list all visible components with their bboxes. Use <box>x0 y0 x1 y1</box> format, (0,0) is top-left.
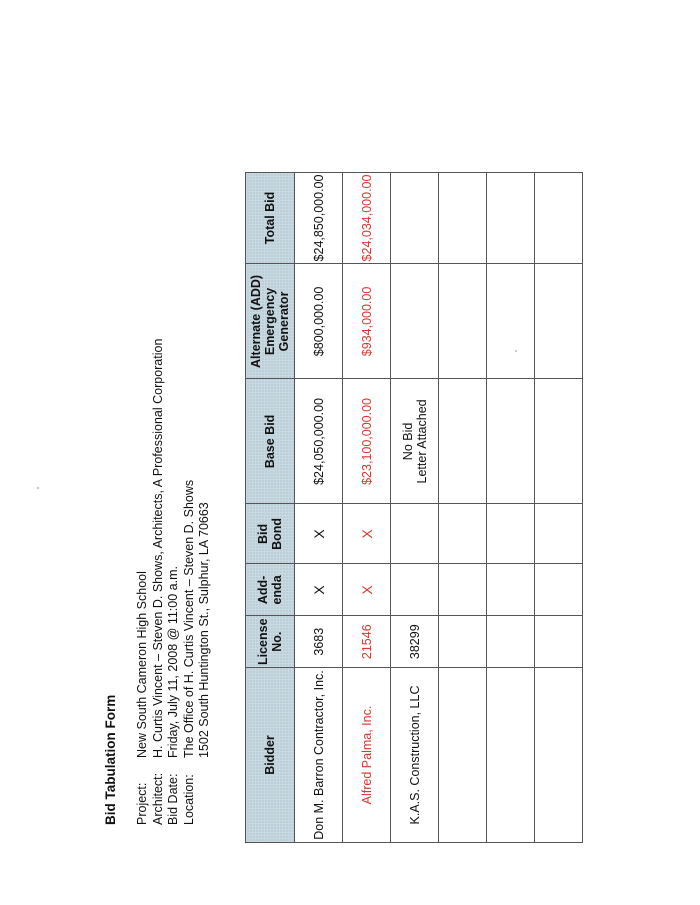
bid-bond-cell: X <box>295 504 343 564</box>
addenda-cell <box>391 564 439 616</box>
form-title: Bid Tabulation Form <box>103 694 118 825</box>
addenda-cell <box>535 564 583 616</box>
base-bid-cell: $24,050,000.00 <box>295 379 343 504</box>
info-row-architect <box>151 339 167 825</box>
table-row <box>487 172 535 842</box>
bid-bond-cell <box>391 504 439 564</box>
info-label: Bid Date: <box>166 773 180 825</box>
table-row <box>295 172 343 842</box>
total-bid-cell: $24,850,000.00 <box>295 172 343 264</box>
header-bid-bond: Bid Bond <box>246 504 295 564</box>
base-bid-cell <box>439 379 487 504</box>
license-cell: 38299 <box>391 616 439 668</box>
bidder-cell: Alfred Palma, Inc. <box>343 668 391 843</box>
info-value: New South Cameron High School <box>135 571 149 758</box>
info-label: Architect: <box>150 772 165 825</box>
license-cell <box>439 616 487 668</box>
header-addenda: Add- enda <box>246 564 295 616</box>
alternate-cell <box>535 264 583 379</box>
project-info <box>135 339 213 825</box>
total-bid-cell: $24,034,000.00 <box>343 172 391 264</box>
header-base-bid: Base Bid <box>246 379 295 504</box>
bid-bond-cell <box>439 504 487 564</box>
bidder-cell <box>487 668 535 843</box>
total-bid-cell <box>535 172 583 264</box>
total-bid-cell <box>487 172 535 264</box>
table-row <box>535 172 583 842</box>
addenda-cell <box>439 564 487 616</box>
bidder-cell: Don M. Barron Contractor, Inc. <box>295 668 343 843</box>
info-row-location <box>182 339 213 825</box>
header-alternate: Alternate (ADD) Emergency Generator <box>246 264 295 379</box>
info-row-bid-date <box>166 339 182 825</box>
total-bid-cell <box>391 172 439 264</box>
bid-bond-cell <box>535 504 583 564</box>
bidder-cell <box>535 668 583 843</box>
bid-bond-cell <box>487 504 535 564</box>
table-row <box>343 172 391 842</box>
addenda-cell: X <box>295 564 343 616</box>
bid-table <box>245 172 583 843</box>
alternate-cell <box>391 264 439 379</box>
license-cell: 3683 <box>295 616 343 668</box>
scan-speck <box>37 487 39 489</box>
scan-speck <box>515 350 517 352</box>
info-label: Location: <box>181 774 196 825</box>
base-bid-cell: No Bid Letter Attached <box>391 379 439 504</box>
info-row-project <box>135 339 151 825</box>
bid-bond-cell: X <box>343 504 391 564</box>
alternate-cell <box>487 264 535 379</box>
header-bidder: Bidder <box>246 668 295 843</box>
info-label: Project: <box>135 782 149 825</box>
header-total-bid: Total Bid <box>246 172 295 264</box>
bidder-cell: K.A.S. Construction, LLC <box>391 668 439 843</box>
header-license: License No. <box>246 616 295 668</box>
total-bid-cell <box>439 172 487 264</box>
alternate-cell: $800,000.00 <box>295 264 343 379</box>
info-value: The Office of H. Curtis Vincent – Steven D. Shows 1502 South Huntington St., Sulphur, LA 70663 <box>181 479 211 758</box>
base-bid-cell <box>487 379 535 504</box>
license-cell: 21546 <box>343 616 391 668</box>
table-row <box>439 172 487 842</box>
addenda-cell <box>487 564 535 616</box>
base-bid-cell <box>535 379 583 504</box>
base-bid-cell: $23,100,000.00 <box>343 379 391 504</box>
table-row <box>391 172 439 842</box>
header-row <box>246 172 295 842</box>
license-cell <box>535 616 583 668</box>
addenda-cell: X <box>343 564 391 616</box>
info-value: H. Curtis Vincent – Steven D. Shows, Architects, A Professional Corporation <box>150 338 165 758</box>
bidder-cell <box>439 668 487 843</box>
info-value: Friday, July 11, 2008 @ 11:00 a.m. <box>166 566 180 758</box>
license-cell <box>487 616 535 668</box>
alternate-cell <box>439 264 487 379</box>
alternate-cell: $934,000.00 <box>343 264 391 379</box>
